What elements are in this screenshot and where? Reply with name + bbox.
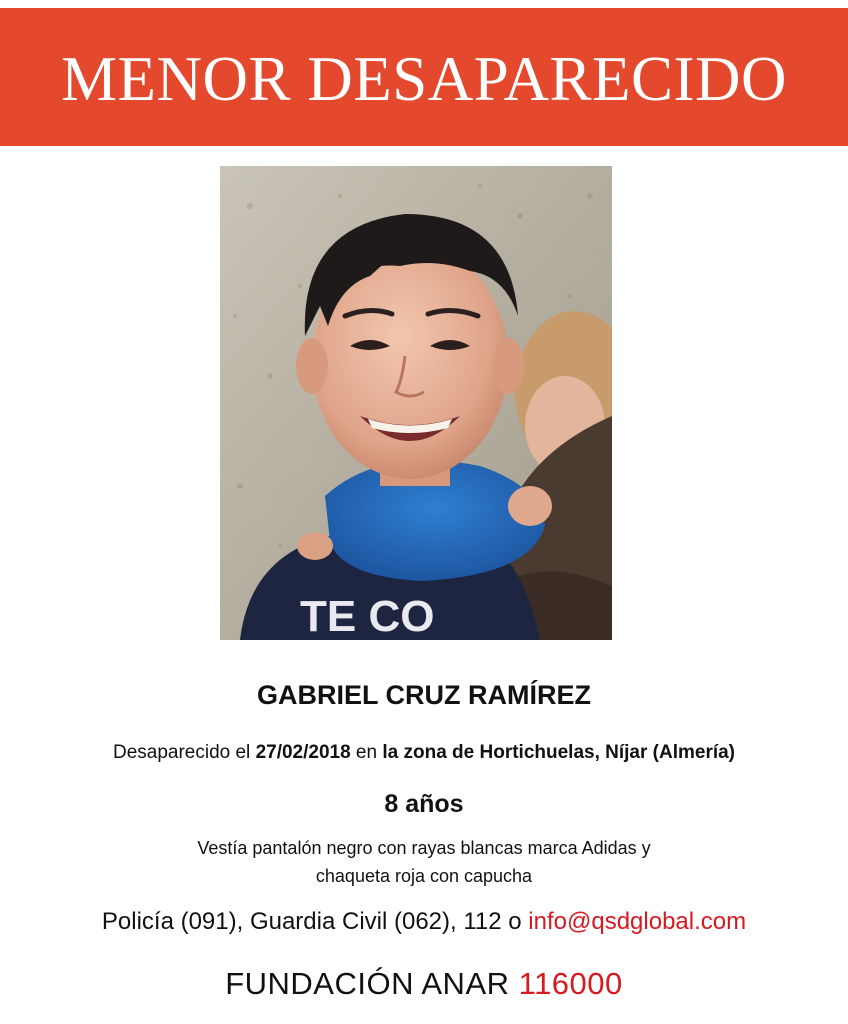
- clothing-line-2: chaqueta roja con capucha: [315, 866, 533, 886]
- missing-prefix: Desaparecido el: [112, 742, 256, 763]
- foundation-phone[interactable]: 116000: [518, 966, 623, 1001]
- missing-details: [0, 742, 848, 764]
- contact-phones: Policía (091), Guardia Civil (062), 112 o: [101, 908, 529, 935]
- child-photo: [220, 166, 612, 640]
- missing-mid: en: [350, 742, 383, 763]
- clothing-line-1: Vestía pantalón negro con rayas blancas marca Adidas y: [197, 838, 651, 858]
- header-banner: [0, 8, 848, 146]
- child-name: GABRIEL CRUZ RAMÍREZ: [257, 680, 591, 710]
- contact-info: [0, 908, 848, 936]
- missing-place: la zona de Hortichuelas, Níjar (Almería): [382, 742, 736, 763]
- missing-date: 27/02/2018: [255, 742, 351, 763]
- contact-email-link[interactable]: info@qsdglobal.com: [528, 908, 747, 935]
- svg-text:TE CO: TE CO: [300, 592, 435, 640]
- banner-title: MENOR DESAPARECIDO: [60, 43, 788, 114]
- foundation-line: [0, 966, 848, 1002]
- foundation-label: FUNDACIÓN ANAR: [225, 966, 519, 1001]
- child-age: 8 años: [384, 790, 464, 818]
- clothing-description: [0, 834, 848, 890]
